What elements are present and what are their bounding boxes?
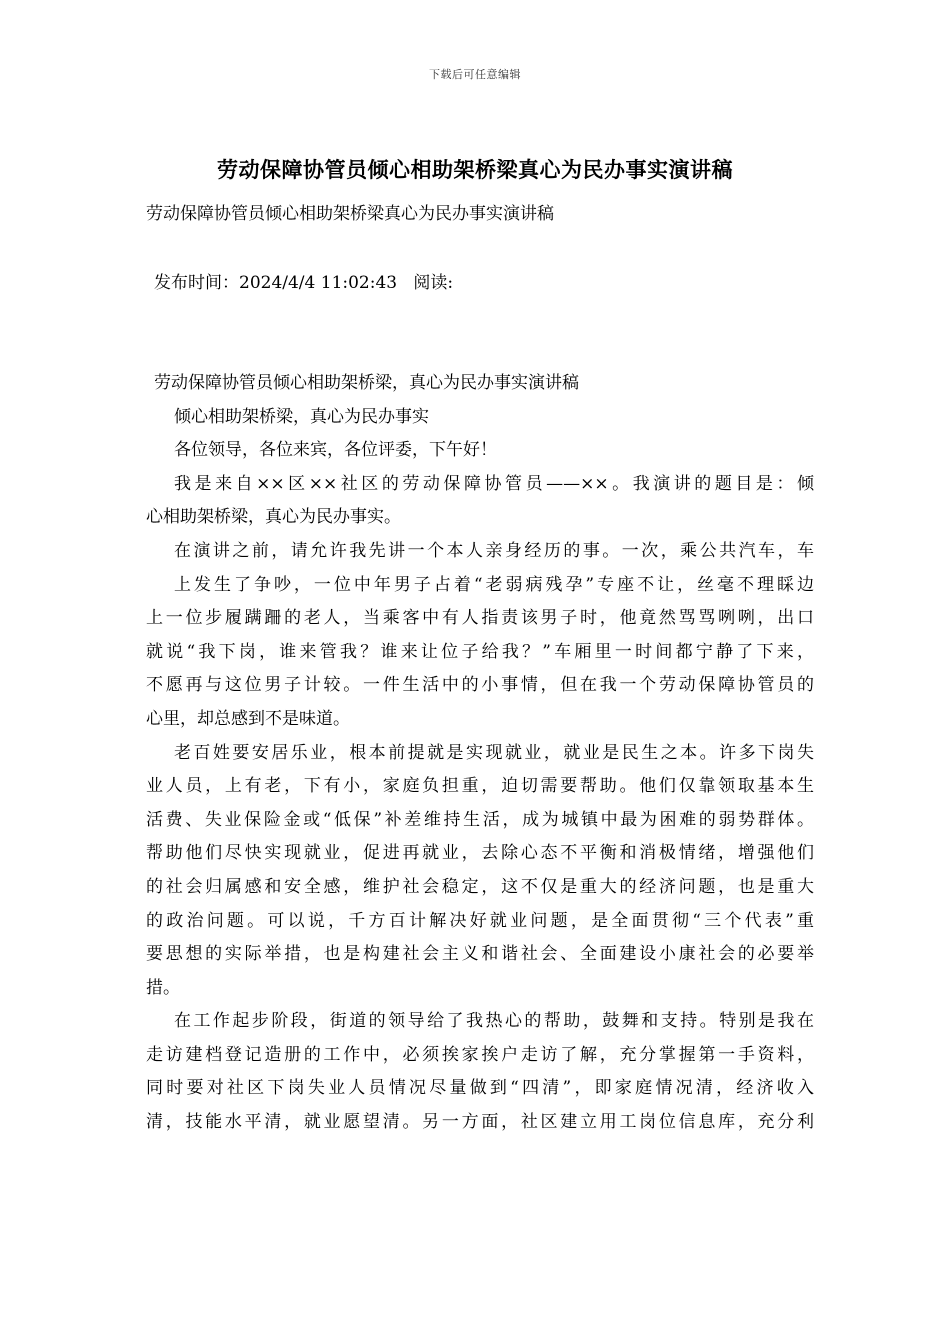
body-line: 的政治问题。可以说，千方百计解决好就业问题，是全面贯彻“三个代表”重 [146,910,814,931]
body-line: 各位领导，各位来宾，各位评委，下午好！ [174,440,497,461]
body-line: 劳动保障协管员倾心相助架桥梁，真心为民办事实演讲稿 [154,373,579,393]
document-title: 劳动保障协管员倾心相助架桥梁真心为民办事实演讲稿 [217,157,733,182]
body-line: 我是来自××区××社区的劳动保障协管员——××。我演讲的题目是：倾 [174,473,814,494]
publish-meta [154,268,453,293]
document-subtitle: 劳动保障协管员倾心相助架桥梁真心为民办事实演讲稿 [146,204,554,224]
body-line: 心相助架桥梁，真心为民办事实。 [146,507,401,528]
body-line: 的社会归属感和安全感，维护社会稳定，这不仅是重大的经济问题，也是重大 [146,876,814,897]
body-line: 措。 [146,977,180,998]
body-line: 业人员，上有老，下有小，家庭负担重，迫切需要帮助。他们仅靠领取基本生 [146,776,814,797]
publish-label: 发布时间： [154,273,239,293]
body-line: 上一位步履蹒跚的老人，当乘客中有人指责该男子时，他竟然骂骂咧咧，出口 [146,608,814,629]
body-line: 同时要对社区下岗失业人员情况尽量做到“四清”，即家庭情况清，经济收入 [146,1078,814,1099]
body-line: 帮助他们尽快实现就业，促进再就业，去除心态不平衡和消极情绪，增强他们 [146,843,814,864]
body-line: 心里，却总感到不是味道。 [146,708,350,729]
document-body [146,367,814,1140]
body-line: 要思想的实际举措，也是构建社会主义和谐社会、全面建设小康社会的必要举 [146,944,814,965]
body-line: 老百姓要安居乐业，根本前提就是实现就业，就业是民生之本。许多下岗失 [174,742,814,763]
body-line: 就说“我下岗，谁来管我？谁来让位子给我？”车厢里一时间都宁静了下来， [146,641,814,662]
body-line: 倾心相助架桥梁，真心为民办事实 [174,406,429,427]
body-line: 在演讲之前，请允许我先讲一个本人亲身经历的事。一次，乘公共汽车，车 [174,540,814,561]
body-line: 在工作起步阶段，街道的领导给了我热心的帮助，鼓舞和支持。特别是我在 [174,1011,814,1032]
body-line: 走访建档登记造册的工作中，必须挨家挨户走访了解，充分掌握第一手资料， [146,1044,814,1065]
body-line: 清，技能水平清，就业愿望清。另一方面，社区建立用工岗位信息库，充分利 [146,1112,814,1133]
read-label: 阅读: [413,273,454,293]
body-line: 不愿再与这位男子计较。一件生活中的小事情，但在我一个劳动保障协管员的 [146,675,814,696]
body-line: 上发生了争吵，一位中年男子占着“老弱病残孕”专座不让，丝毫不理睬边 [174,574,814,595]
publish-time: 2024/4/4 11:02:43 [239,273,398,293]
body-line: 活费、失业保险金或“低保”补差维持生活，成为城镇中最为困难的弱势群体。 [146,809,814,830]
header-note: 下载后可任意编辑 [429,68,521,81]
